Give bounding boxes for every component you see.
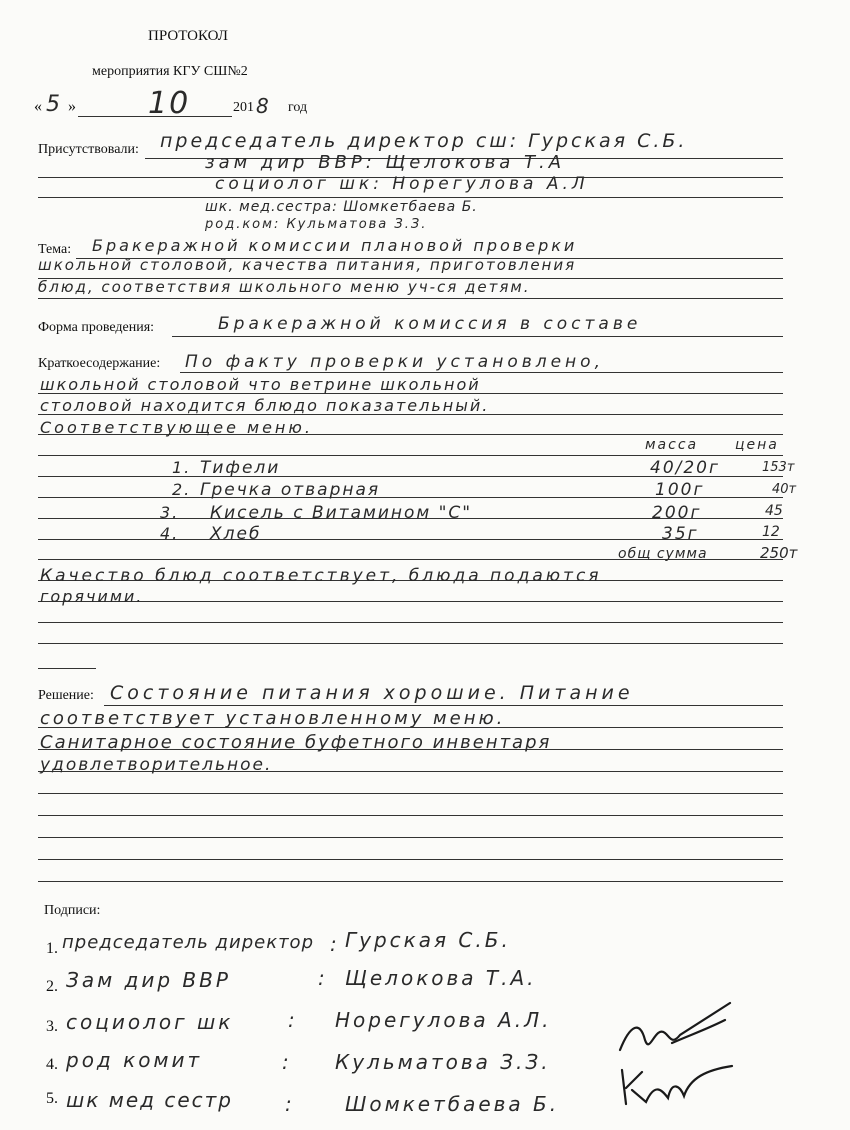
decision-line: Состояние питания хорошие. Питание <box>110 682 634 704</box>
total-label: общ сумма <box>618 546 708 562</box>
signature-scribble-1 <box>610 995 740 1065</box>
signature-num: 4. <box>46 1056 58 1073</box>
signature-num: 3. <box>46 1018 58 1035</box>
menu-mass: 35г <box>662 524 699 544</box>
date-suffix: год <box>288 100 308 115</box>
decision-line: соответствует установленному меню. <box>40 708 506 729</box>
rule <box>38 859 783 860</box>
date-day: 5 <box>46 92 62 117</box>
rule <box>104 705 783 706</box>
signature-role: род комит <box>66 1048 203 1072</box>
menu-header-mass: масса <box>645 437 699 453</box>
signature-num: 2. <box>46 978 58 995</box>
signature-separator: : <box>288 1008 297 1032</box>
date-quote-open: « <box>34 98 42 115</box>
attendees-label: Присутствовали: <box>38 142 139 157</box>
menu-num: 4. <box>160 524 180 543</box>
rule <box>38 643 783 644</box>
rule <box>38 622 783 623</box>
menu-header-price: цена <box>735 437 779 453</box>
topic-line: Бракеражной комиссии плановой проверки <box>92 236 578 255</box>
signature-role: социолог шк <box>66 1010 234 1034</box>
rule <box>38 601 783 602</box>
date-year-digit: 8 <box>256 94 269 118</box>
rule <box>38 815 783 816</box>
form-label: Форма проведения: <box>38 320 155 335</box>
rule <box>180 372 783 373</box>
menu-price: 12 <box>762 524 780 540</box>
signature-name: Щелокова Т.А. <box>345 966 537 990</box>
signature-scribble-2 <box>610 1060 740 1110</box>
signature-role: председатель директор <box>62 932 314 953</box>
total-value: 250т <box>760 544 798 562</box>
signature-separator: : <box>285 1092 294 1116</box>
menu-mass: 200г <box>652 503 702 523</box>
attendee-line: социолог шк: Норегулова А.Л <box>215 174 589 194</box>
signature-num: 1. <box>46 940 58 957</box>
menu-num: 1. <box>172 458 192 477</box>
rule <box>38 668 96 669</box>
rule <box>38 197 783 198</box>
topic-line: блюд, соответствия школьного меню уч-ся детям. <box>38 278 531 296</box>
signature-name: Шомкетбаева Б. <box>345 1092 560 1116</box>
menu-dish: Хлеб <box>210 524 262 544</box>
date-quote-close: » <box>68 98 76 115</box>
rule <box>38 793 783 794</box>
decision-line: Санитарное состояние буфетного инвентаря <box>40 732 552 753</box>
signatures-label: Подписи: <box>44 903 101 918</box>
conclusion-line: горячими. <box>40 587 144 606</box>
menu-dish: Кисель с Витамином "С" <box>210 503 473 523</box>
rule <box>38 837 783 838</box>
summary-line: столовой находится блюдо показательный. <box>40 396 490 415</box>
menu-mass: 40/20г <box>650 458 720 478</box>
attendee-line: зам дир ВВР: Щелокова Т.А <box>205 152 566 173</box>
summary-line: Соответствующее меню. <box>40 418 313 437</box>
signature-num: 5. <box>46 1090 58 1107</box>
form-value: Бракеражной комиссия в составе <box>218 314 642 334</box>
attendee-line: шк. мед.сестра: Шомкетбаева Б. <box>205 199 478 215</box>
signature-separator: : <box>282 1050 291 1074</box>
attendee-line: род.ком: Кульматова З.З. <box>205 217 428 232</box>
menu-mass: 100г <box>655 480 705 500</box>
signature-role: Зам дир ВВР <box>66 968 231 992</box>
signature-separator: : <box>318 966 327 990</box>
signature-name: Кульматова З.З. <box>335 1050 551 1074</box>
menu-dish: Тифели <box>200 458 281 478</box>
date-year-prefix: 201 <box>233 100 254 115</box>
topic-label: Тема: <box>38 242 72 257</box>
topic-line: школьной столовой, качества питания, приготовления <box>38 256 577 274</box>
decision-label: Решение: <box>38 688 94 703</box>
menu-price: 45 <box>765 503 783 519</box>
summary-label: Краткоесодержание: <box>38 356 161 371</box>
summary-line: По факту проверки установлено, <box>185 352 604 372</box>
date-month: 10 <box>148 86 191 121</box>
menu-price: 153т <box>762 460 795 475</box>
decision-line: удовлетворительное. <box>40 755 273 775</box>
rule <box>38 881 783 882</box>
signature-separator: : <box>330 932 339 956</box>
rule <box>172 336 783 337</box>
signature-name: Гурская С.Б. <box>345 928 511 952</box>
signature-role: шк мед сестр <box>66 1088 233 1112</box>
menu-dish: Гречка отварная <box>200 480 381 500</box>
summary-line: школьной столовой что ветрине школьной <box>40 375 481 394</box>
rule <box>38 298 783 299</box>
attendee-line: председатель директор сш: Гурская С.Б. <box>160 130 688 152</box>
signature-name: Норегулова А.Л. <box>335 1008 552 1032</box>
menu-num: 2. <box>172 480 192 499</box>
menu-price: 40т <box>772 482 797 497</box>
menu-num: 3. <box>160 503 180 522</box>
event-subtitle: мероприятия КГУ СШ№2 <box>92 64 248 79</box>
document-title: ПРОТОКОЛ <box>148 28 228 44</box>
conclusion-line: Качество блюд соответствует, блюда подаются <box>40 566 602 586</box>
rule <box>38 455 783 456</box>
